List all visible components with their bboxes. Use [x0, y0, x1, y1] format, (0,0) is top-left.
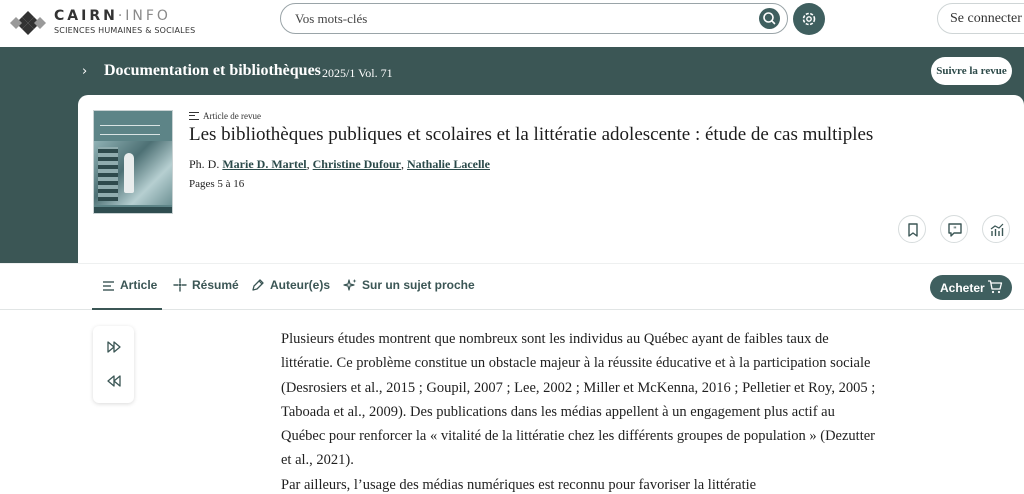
statistics-button[interactable] [982, 215, 1010, 243]
lines-icon [102, 280, 115, 292]
author-link[interactable]: Nathalie Lacelle [406, 157, 490, 171]
cairn-logo[interactable] [8, 7, 208, 39]
settings-button[interactable] [793, 3, 825, 35]
body-paragraph: Par ailleurs, l’usage des médias numériques est reconnu pour favoriser la littératie [281, 476, 757, 493]
bookmark-icon [905, 222, 921, 238]
quote-icon [947, 222, 963, 238]
tab-related[interactable] [343, 278, 475, 298]
pen-icon [251, 278, 265, 292]
search-box [280, 3, 788, 34]
sparkle-icon [173, 278, 187, 292]
search-input[interactable] [295, 4, 755, 33]
tab-label: Sur un sujet proche [362, 278, 475, 292]
tab-resume[interactable] [173, 278, 239, 298]
top-bar [0, 0, 1024, 47]
article-type-label: Article de revue [203, 111, 261, 121]
author-link[interactable]: Christine Dufour [312, 157, 401, 171]
author-prefix: Ph. D. [189, 157, 220, 171]
follow-journal-button[interactable]: Suivre la revue [931, 57, 1012, 85]
journal-issue: 2025/1 Vol. 71 [322, 66, 393, 80]
cart-icon [987, 280, 1003, 294]
cover-title-lines [100, 125, 160, 135]
page-range: Pages 5 à 16 [189, 178, 245, 190]
sparkles-icon [343, 278, 357, 292]
journal-cover-image[interactable] [93, 110, 173, 214]
cover-footer [94, 207, 173, 214]
bookmark-button[interactable] [898, 215, 926, 243]
chevron-right-icon[interactable]: › [82, 64, 88, 79]
journal-title[interactable]: Documentation et bibliothèques [104, 62, 321, 79]
article-type-tag [189, 111, 261, 121]
article-card [78, 95, 1024, 263]
search-button[interactable] [759, 8, 780, 29]
tab-label: Résumé [192, 278, 239, 292]
double-chevron-right-icon [105, 338, 123, 356]
tab-article[interactable] [102, 278, 157, 298]
cover-shelf [98, 147, 118, 201]
author-link[interactable]: Marie D. Martel [222, 157, 307, 171]
active-tab-indicator [92, 308, 162, 310]
tab-label: Auteur(e)s [270, 278, 331, 292]
gear-icon [793, 3, 825, 35]
logo-tagline: SCIENCES HUMAINES & SOCIALES [54, 26, 196, 35]
buy-label: Acheter [940, 280, 985, 295]
article-body [281, 327, 881, 494]
search-icon [759, 8, 780, 29]
cover-person [124, 153, 134, 193]
double-chevron-left-icon [105, 372, 123, 390]
logo-wordmark: CAIRN·INFO [54, 8, 171, 24]
tab-label: Article [120, 278, 158, 292]
article-tabs [0, 263, 1024, 310]
next-section-button[interactable] [105, 338, 123, 356]
article-title: Les bibliothèques publiques et scolaires et la littératie adolescente : étude de cas multiples [189, 124, 874, 145]
stats-icon [989, 222, 1005, 238]
body-paragraph: Plusieurs études montrent que nombreux sont les individus au Québec ayant de faibles taux de littératie. Ce problème constitue un obstacle majeur à la réussite éducative et à la participation sociale (Desrosiers et al., 2015 ; Goupil, 2007 ; Lee, 2002 ; Miller et McKenna, 2016 ; Pelletier et Roy, 2005 ; Taboada et al., 2009). Des publications dans les médias appellent à un engagement plus actif au Québec pour renforcer la « vitalité de la littératie chez les différents groupes de population » (Dezutter et al., 2021). [281, 331, 876, 469]
buy-button[interactable] [930, 275, 1012, 300]
authors-line: Ph. D. Marie D. Martel, Christine Dufour, Nathalie Lacelle [189, 157, 490, 171]
svg-text:": " [953, 225, 957, 234]
logo-diamonds-icon [8, 10, 48, 36]
previous-section-button[interactable] [105, 372, 123, 390]
reading-nav [93, 326, 134, 403]
tab-authors[interactable] [251, 278, 330, 298]
cover-photo [94, 141, 173, 205]
lines-icon [189, 112, 199, 120]
cite-button[interactable] [940, 215, 968, 243]
login-button[interactable]: Se connecter [937, 3, 1024, 34]
